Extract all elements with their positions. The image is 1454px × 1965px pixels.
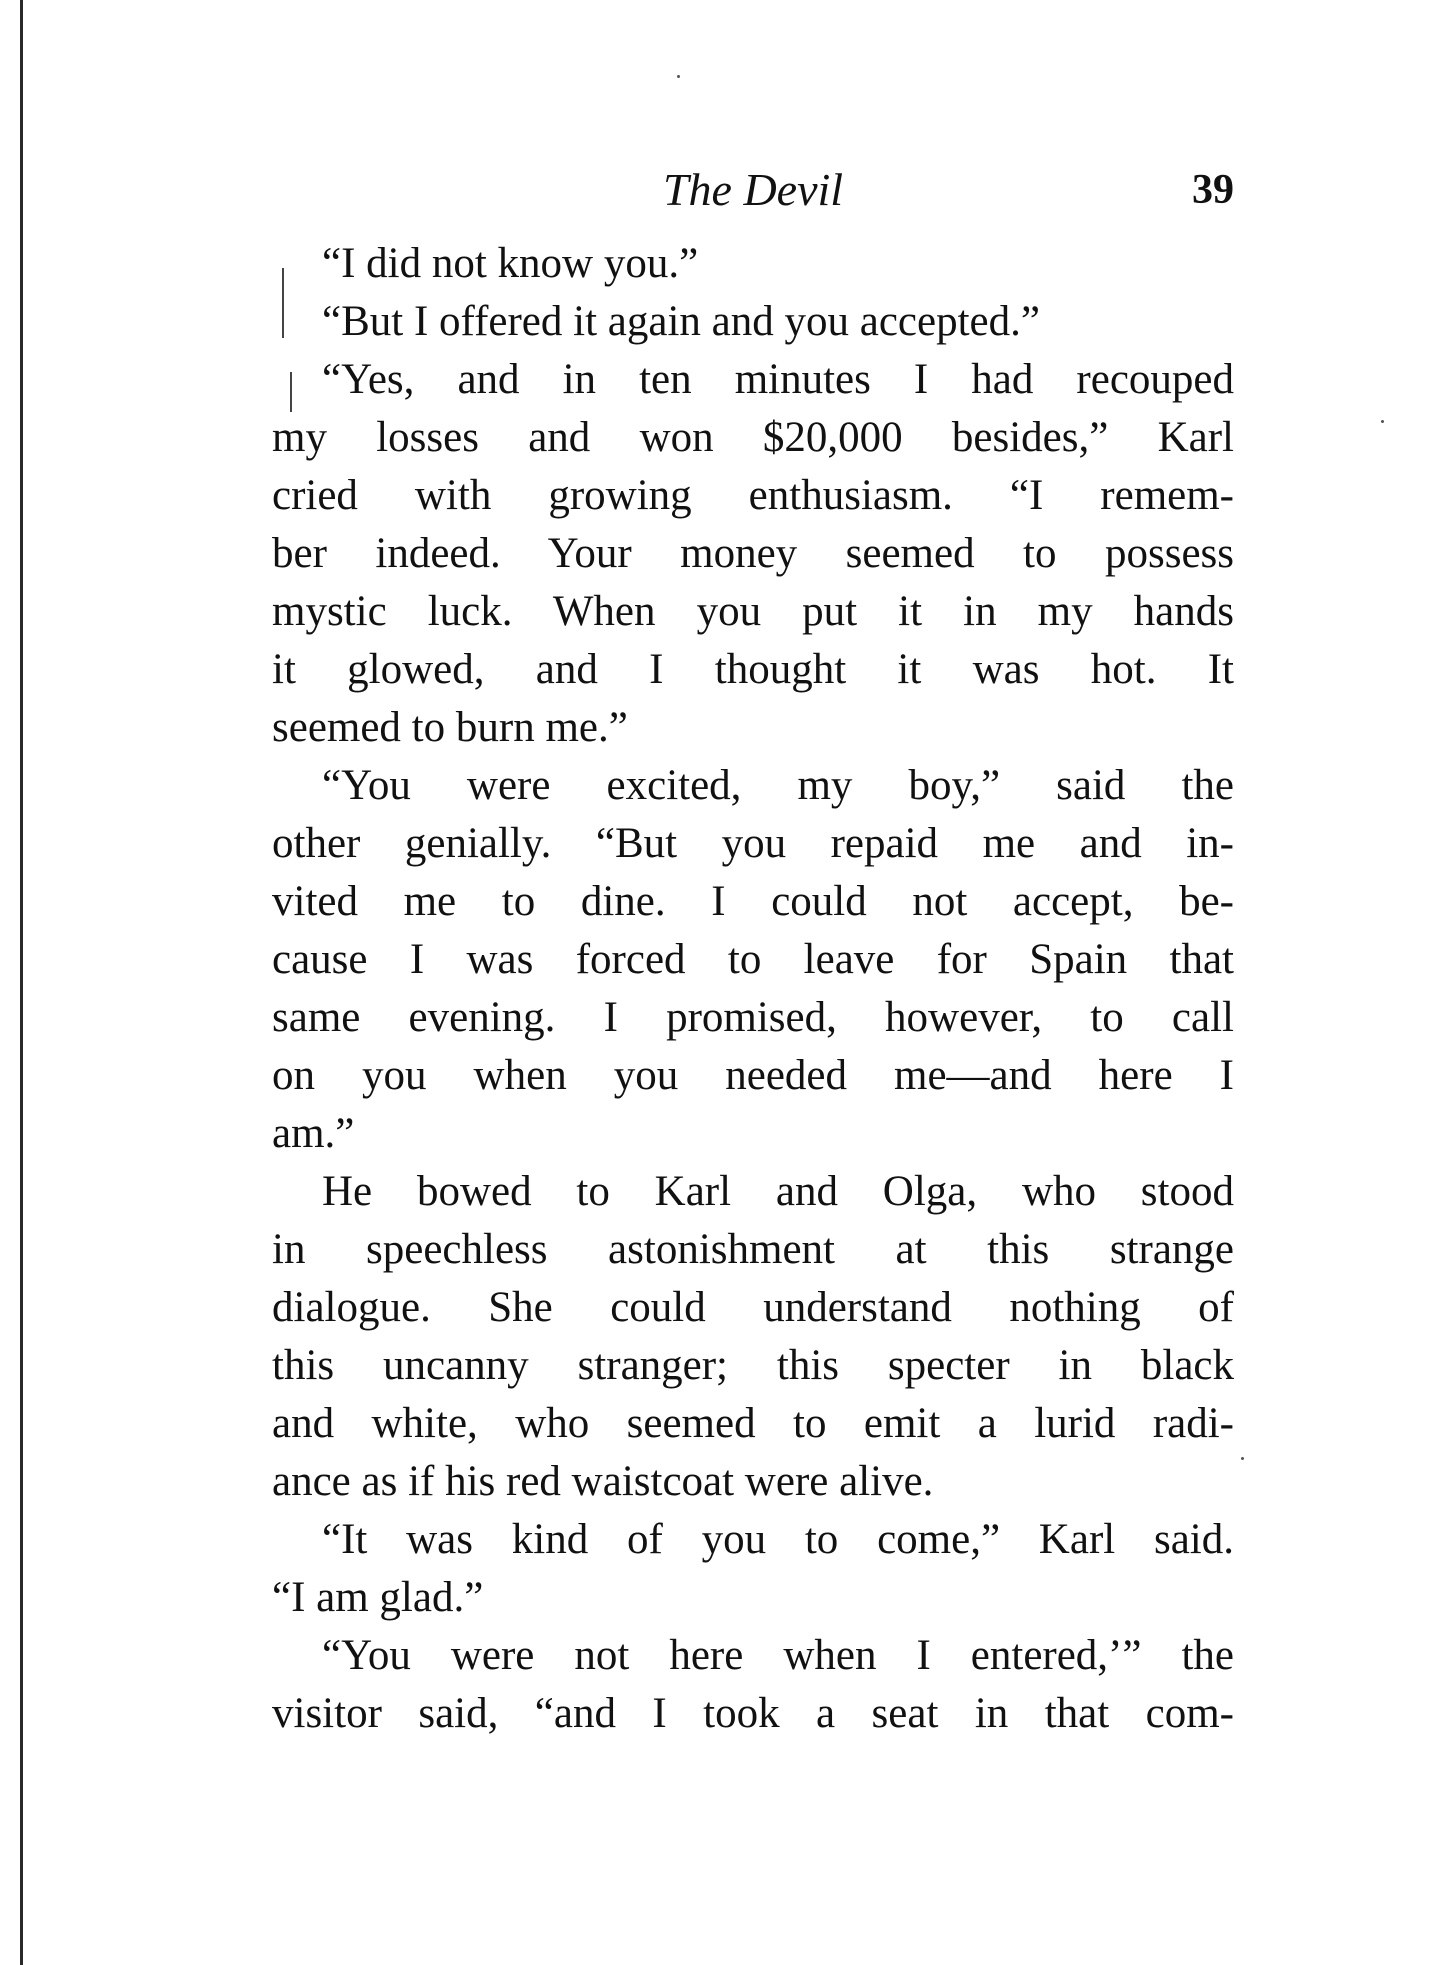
text-line: “Yes, and in ten minutes I had recouped [322,356,1234,403]
text-line: my losses and won $20,000 besides,” Karl [272,414,1234,461]
text-line: He bowed to Karl and Olga, who stood [322,1168,1234,1215]
text-line: cause I was forced to leave for Spain that [272,936,1234,983]
text-line: on you when you needed me—and here I [272,1052,1234,1099]
text-line: and white, who seemed to emit a lurid radi- [272,1400,1234,1447]
text-line: “I did not know you.” [322,240,699,287]
text-line: this uncanny stranger; this specter in black [272,1342,1234,1389]
text-line: ber indeed. Your money seemed to possess [272,530,1234,577]
text-line: visitor said, “and I took a seat in that com- [272,1690,1234,1737]
text-line: it glowed, and I thought it was hot. It [272,646,1234,693]
text-line: dialogue. She could understand nothing of [272,1284,1234,1331]
page-header [272,155,1234,225]
body-text [272,235,1234,1743]
text-line: “It was kind of you to come,” Karl said. [322,1516,1234,1563]
scan-speck [1381,420,1384,423]
text-line: am.” [272,1110,355,1157]
text-line: “But I offered it again and you accepted.” [322,298,1040,345]
text-line: mystic luck. When you put it in my hands [272,588,1234,635]
page-number: 39 [1192,167,1234,213]
text-line: ance as if his red waistcoat were alive. [272,1458,934,1505]
text-line: cried with growing enthusiasm. “I remem- [272,472,1234,519]
text-line: “You were excited, my boy,” said the [322,762,1234,809]
running-title: The Devil [662,164,844,215]
scan-speck [1241,1457,1244,1460]
text-line: seemed to burn me.” [272,704,628,751]
text-line: vited me to dine. I could not accept, be- [272,878,1234,925]
scan-speck [677,75,680,78]
text-line: “You were not here when I entered,’” the [322,1632,1234,1679]
text-line: same evening. I promised, however, to call [272,994,1234,1041]
text-line: “I am glad.” [272,1574,484,1621]
text-line: other genially. “But you repaid me and in- [272,820,1234,867]
scan-left-edge [20,0,23,1965]
text-line: in speechless astonishment at this strange [272,1226,1234,1273]
